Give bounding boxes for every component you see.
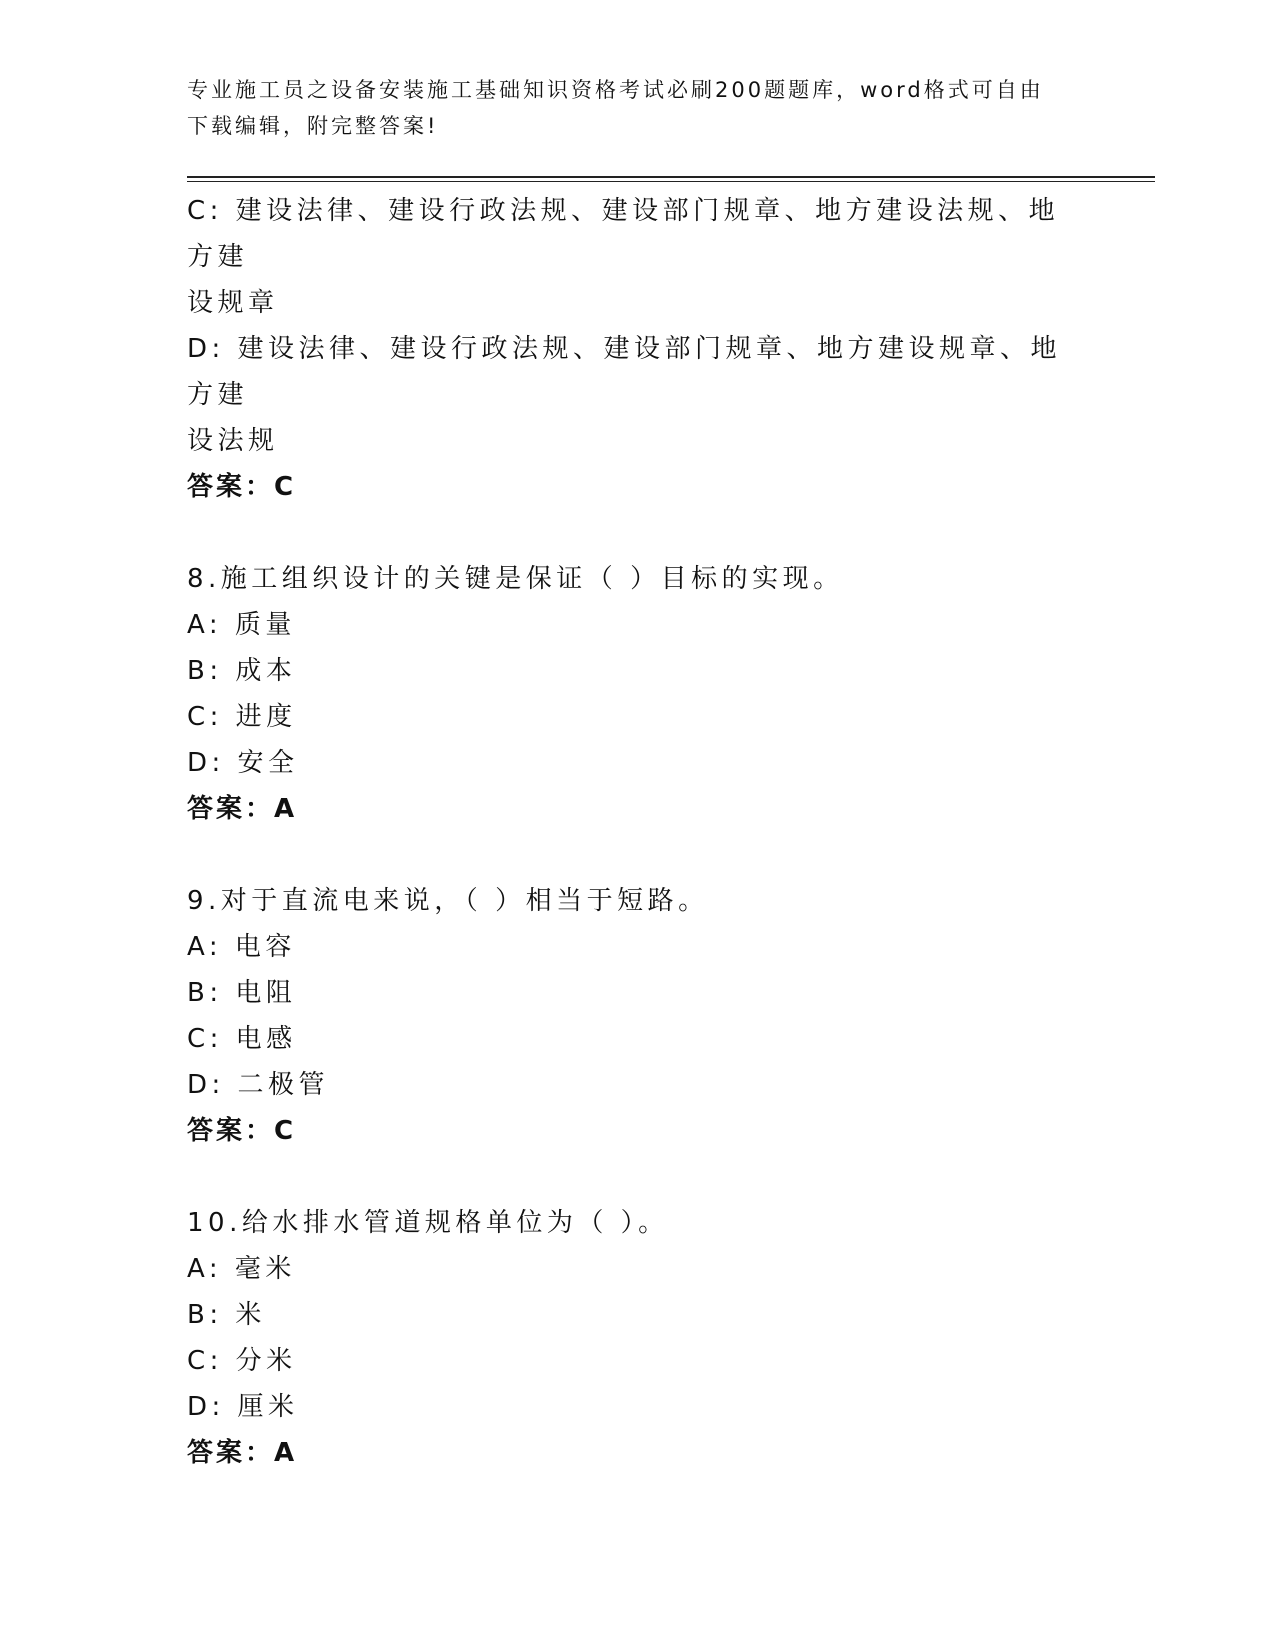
- header-rule-thin: [187, 181, 1155, 182]
- prev-question-block: [187, 188, 1087, 510]
- option-d: D: 安全: [187, 748, 299, 778]
- document-header: [187, 72, 1067, 144]
- header-rule-thick: [187, 176, 1155, 178]
- question-8: [187, 556, 1087, 832]
- header-line-1: 专业施工员之设备安装施工基础知识资格考试必刷200题题库，word格式可自由: [187, 78, 1044, 102]
- option-b: B: 成本: [187, 656, 297, 686]
- question-stem: 8.施工组织设计的关键是保证（ ）目标的实现。: [187, 564, 844, 594]
- question-10: [187, 1200, 1087, 1476]
- answer-line: 答案：C: [187, 472, 297, 502]
- option-b: B: 米: [187, 1300, 266, 1330]
- question-stem: 10.给水排水管道规格单位为（ ）。: [187, 1208, 669, 1238]
- option-d: D: 二极管: [187, 1070, 330, 1100]
- option-d-line-1: D: 建设法律、建设行政法规、建设部门规章、地方建设规章、地方建: [187, 334, 1062, 410]
- option-b: B: 电阻: [187, 978, 297, 1008]
- option-d-line-2: 设法规: [187, 426, 279, 456]
- question-content: [187, 188, 1087, 1476]
- option-a: A: 质量: [187, 610, 296, 640]
- answer-line: 答案：A: [187, 1438, 298, 1468]
- answer-line: 答案：C: [187, 1116, 297, 1146]
- header-line-2: 下载编辑，附完整答案!: [187, 114, 439, 138]
- option-d: D: 厘米: [187, 1392, 299, 1422]
- option-a: A: 毫米: [187, 1254, 296, 1284]
- option-c: C: 进度: [187, 702, 297, 732]
- answer-line: 答案：A: [187, 794, 298, 824]
- question-stem: 9.对于直流电来说，（ ）相当于短路。: [187, 886, 709, 916]
- question-9: [187, 878, 1087, 1154]
- option-c: C: 分米: [187, 1346, 297, 1376]
- option-a: A: 电容: [187, 932, 296, 962]
- option-c: C: 电感: [187, 1024, 297, 1054]
- option-c-line-2: 设规章: [187, 288, 279, 318]
- option-c-line-1: C: 建设法律、建设行政法规、建设部门规章、地方建设法规、地方建: [187, 196, 1060, 272]
